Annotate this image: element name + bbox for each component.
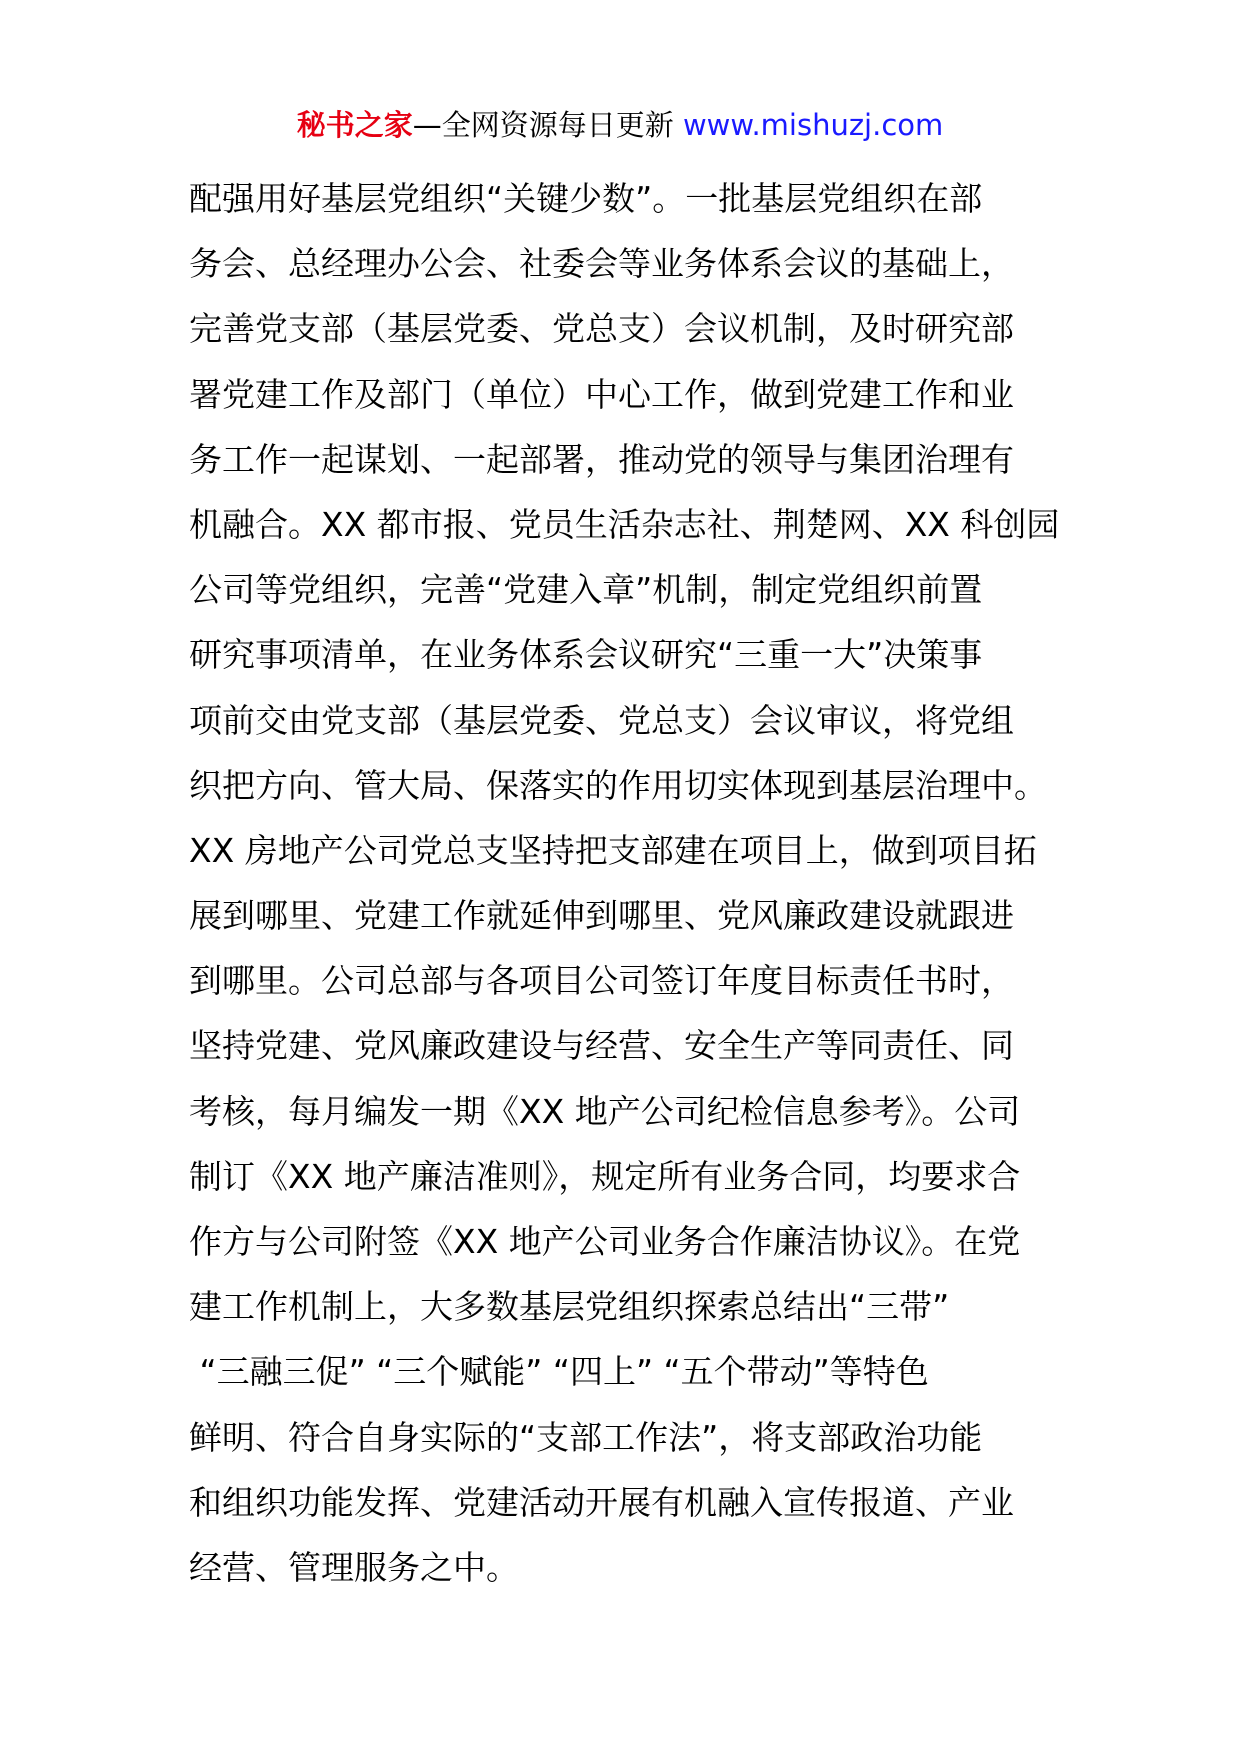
body-line: 经营、管理服务之中。	[189, 1547, 519, 1587]
body-line: 项前交由党支部（基层党委、党总支）会议审议，将党组	[189, 700, 1014, 740]
body-line: 坚持党建、党风廉政建设与经营、安全生产等同责任、同	[189, 1026, 1014, 1066]
body-line: 机融合。XX 都市报、党员生活杂志社、荆楚网、XX 科创园	[189, 504, 1060, 544]
body-line: 制订《XX 地产廉洁准则》，规定所有业务合同，均要求合	[189, 1156, 1021, 1196]
body-line: 署党建工作及部门（单位）中心工作，做到党建工作和业	[189, 374, 1014, 414]
document-body	[189, 166, 1069, 1600]
body-line: 考核，每月编发一期《XX 地产公司纪检信息参考》。公司	[189, 1091, 1021, 1131]
site-header	[0, 103, 1240, 147]
body-line: 鲜明、符合自身实际的“支部工作法”，将支部政治功能	[189, 1417, 983, 1457]
header-url-link[interactable]: www.mishuzj.com	[682, 108, 944, 142]
header-brand: 秘书之家	[296, 108, 413, 142]
body-line: XX 房地产公司党总支坚持把支部建在项目上，做到项目拓	[189, 830, 1037, 870]
body-line: 织把方向、管大局、保落实的作用切实体现到基层治理中。	[189, 765, 1047, 805]
body-line: 完善党支部（基层党委、党总支）会议机制，及时研究部	[189, 309, 1014, 349]
body-line: 公司等党组织，完善“党建入章”机制，制定党组织前置	[189, 570, 983, 610]
body-line: “三融三促” “三个赋能” “四上” “五个带动”等特色	[189, 1352, 929, 1392]
body-line: 作方与公司附签《XX 地产公司业务合作廉洁协议》。在党	[189, 1222, 1021, 1261]
body-line: 配强用好基层党组织“关键少数”。一批基层党组织在部	[189, 179, 983, 218]
body-line: 务工作一起谋划、一起部署，推动党的领导与集团治理有	[189, 439, 1014, 479]
body-line: 建工作机制上，大多数基层党组织探索总结出“三带”	[189, 1287, 950, 1327]
body-line: 研究事项清单，在业务体系会议研究“三重一大”决策事	[189, 635, 983, 675]
body-line: 务会、总经理办公会、社委会等业务体系会议的基础上，	[189, 244, 1014, 284]
body-line: 和组织功能发挥、党建活动开展有机融入宣传报道、产业	[189, 1482, 1014, 1522]
body-line: 到哪里。公司总部与各项目公司签订年度目标责任书时，	[189, 961, 1014, 1001]
header-slogan: —全网资源每日更新	[412, 108, 683, 142]
body-line: 展到哪里、党建工作就延伸到哪里、党风廉政建设就跟进	[189, 896, 1014, 936]
